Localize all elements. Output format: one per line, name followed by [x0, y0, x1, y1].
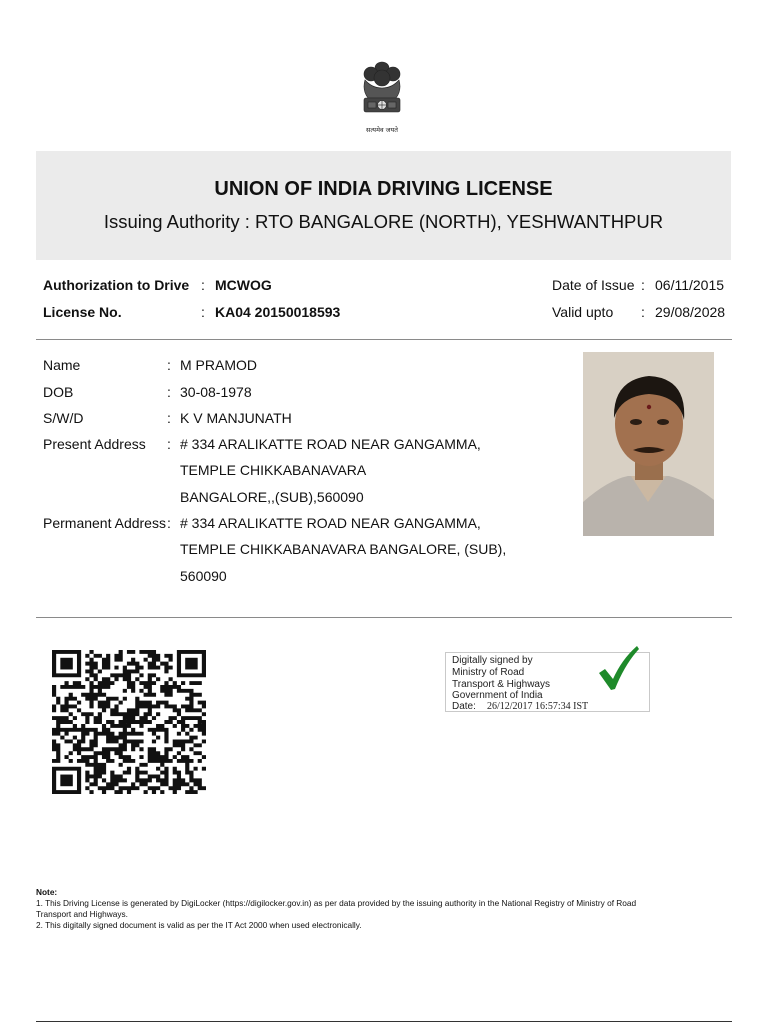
present-address-line: BANGALORE,,(SUB),560090	[180, 489, 364, 505]
colon: :	[201, 277, 205, 293]
qr-finder-pattern	[52, 767, 81, 794]
national-emblem-icon	[356, 58, 408, 138]
date-of-issue-value: 06/11/2015	[655, 277, 725, 293]
license-no-value: KA04 20150018593	[215, 304, 341, 320]
divider	[36, 339, 732, 340]
issuing-authority: Issuing Authority : RTO BANGALORE (NORTH), YESHWANTHPUR	[103, 211, 664, 232]
signature-line: Digitally signed by	[452, 655, 533, 666]
note-heading: Note:	[36, 887, 58, 897]
permanent-address-line: 560090	[180, 568, 227, 584]
colon: :	[641, 304, 645, 320]
authorization-value: MCWOG	[215, 277, 272, 293]
permanent-address-line: # 334 ARALIKATTE ROAD NEAR GANGAMMA,	[180, 515, 481, 531]
signature-date-label: Date:	[452, 701, 476, 712]
qr-finder-pattern	[52, 650, 81, 677]
emblem-motto: सत्यमेव जयते	[366, 126, 398, 134]
colon: :	[167, 436, 171, 452]
dob-label: DOB	[43, 384, 74, 400]
divider	[36, 617, 732, 618]
name-value: M PRAMOD	[180, 357, 257, 373]
date-of-issue-label: Date of Issue	[552, 277, 635, 293]
license-no-label: License No.	[43, 304, 122, 320]
qr-code	[52, 650, 206, 794]
colon: :	[167, 384, 171, 400]
colon: :	[167, 515, 171, 531]
colon: :	[201, 304, 205, 320]
authorization-label: Authorization to Drive	[43, 277, 190, 293]
swd-label: S/W/D	[43, 410, 84, 426]
dob-value: 30-08-1978	[180, 384, 252, 400]
holder-photo	[583, 352, 714, 536]
signature-date-value: 26/12/2017 16:57:34 IST	[487, 701, 589, 712]
present-address-line: TEMPLE CHIKKABANAVARA	[180, 462, 367, 478]
permanent-address-line: TEMPLE CHIKKABANAVARA BANGALORE, (SUB),	[180, 541, 507, 557]
colon: :	[167, 357, 171, 373]
footer-rule	[36, 1021, 732, 1022]
colon: :	[167, 410, 171, 426]
swd-value: K V MANJUNATH	[180, 410, 292, 426]
note-line: 2. This digitally signed document is valid as per the IT Act 2000 when used electronically.	[36, 920, 362, 930]
present-address-label: Present Address	[43, 436, 146, 452]
valid-upto-value: 29/08/2028	[655, 304, 726, 320]
name-label: Name	[43, 357, 81, 373]
signature-line: Government of India	[452, 690, 543, 701]
green-checkmark-icon	[596, 645, 640, 695]
qr-finder-pattern	[177, 650, 206, 677]
note-line: Transport and Highways.	[36, 909, 128, 919]
signature-line: Transport & Highways	[452, 679, 550, 690]
permanent-address-label: Permanent Address	[43, 515, 166, 531]
valid-upto-label: Valid upto	[552, 304, 614, 320]
present-address-line: # 334 ARALIKATTE ROAD NEAR GANGAMMA,	[180, 436, 481, 452]
colon: :	[641, 277, 645, 293]
document-title: UNION OF INDIA DRIVING LICENSE	[214, 178, 553, 200]
note-line: 1. This Driving License is generated by DigiLocker (https://digilocker.gov.in) as per data provided by the issuing authority in the National Registry of Ministry of Road	[36, 898, 637, 908]
digital-signature-box	[445, 652, 650, 712]
signature-line: Ministry of Road	[452, 667, 525, 678]
header-band	[36, 151, 731, 260]
